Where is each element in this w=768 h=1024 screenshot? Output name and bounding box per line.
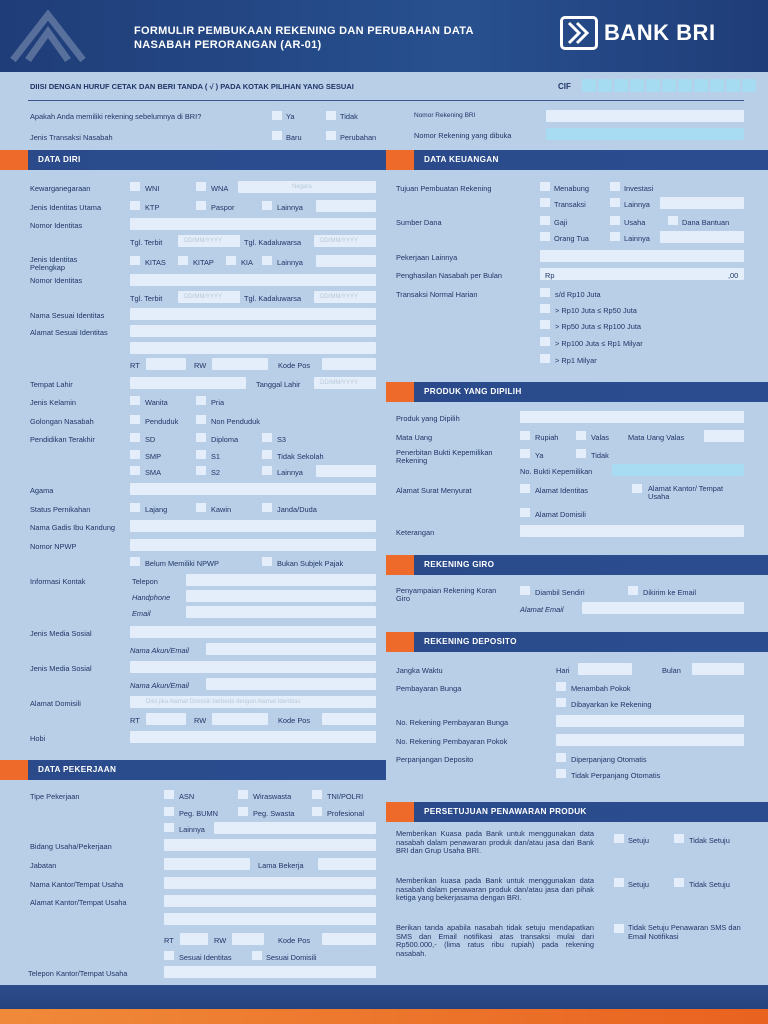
checkbox-al-kantor[interactable] xyxy=(632,484,642,493)
label-dikirim: Dikirim ke Email xyxy=(643,588,696,597)
perpanjangan-label: Perpanjangan Deposito xyxy=(396,755,474,764)
checkbox-bantuan[interactable] xyxy=(668,216,678,225)
nama-label: Nama Sesuai Identitas xyxy=(30,311,105,320)
label-wanita: Wanita xyxy=(145,398,168,407)
date-placeholder: DD/MM/YYYY xyxy=(184,238,223,244)
date-placeholder: DD/MM/YYYY xyxy=(320,294,359,300)
label-non-penduduk: Non Penduduk xyxy=(211,417,260,426)
tgl-kadaluarsa2-label: Tgl. Kadaluwarsa xyxy=(244,294,302,303)
checkbox-bukan-pajak[interactable] xyxy=(262,557,272,566)
label-s3: S3 xyxy=(277,435,287,444)
pekerjaan-lain-input[interactable] xyxy=(540,250,744,262)
label-s1: S1 xyxy=(211,452,221,461)
label-baru: Baru xyxy=(286,133,302,142)
domisili-placeholder: Diisi jika Alamat Domisili berbeda dengan Alamat Identitas xyxy=(146,699,301,705)
persetujuan-text-3: Berikan tanda apabila nasabah tidak setuju mendapatkan SMS dan Email notifikasi atas transaksi mulai dari Rp500.000,- (lima ratus ribu rupiah) pada rekening nasabah. xyxy=(396,923,594,958)
checkbox-ortu[interactable] xyxy=(540,232,550,241)
label-asn: ASN xyxy=(179,792,195,801)
label-t5: > Rp1 Milyar xyxy=(555,356,597,365)
checkbox-setuju-1[interactable] xyxy=(614,834,624,843)
sumber-label: Sumber Dana xyxy=(396,218,442,227)
keterangan-input[interactable] xyxy=(520,525,744,537)
label-tidak: Tidak xyxy=(591,451,609,460)
jenis-kelamin-label: Jenis Kelamin xyxy=(30,398,77,407)
checkbox-profesional[interactable] xyxy=(312,807,322,816)
kodepos3-input[interactable] xyxy=(322,933,376,945)
section-data-diri: DATA DIRI xyxy=(0,150,386,170)
lainnya-pend-input[interactable] xyxy=(316,465,376,477)
label-lainnya: Lainnya xyxy=(624,234,650,243)
checkbox-rupiah[interactable] xyxy=(520,431,530,440)
npwp-input[interactable] xyxy=(130,539,376,551)
label-bantuan: Dana Bantuan xyxy=(682,218,730,227)
gadis-input[interactable] xyxy=(130,520,376,532)
checkbox-sma[interactable] xyxy=(130,466,140,475)
date-placeholder: DD/MM/YYYY xyxy=(184,294,223,300)
rp-label: Rp xyxy=(545,271,555,280)
no-bukti-input[interactable] xyxy=(612,464,744,476)
kontak-label: Informasi Kontak xyxy=(30,577,86,586)
label-tidak-otomatis: Tidak Perpanjang Otomatis xyxy=(571,771,661,780)
checkbox-lainnya-kerja[interactable] xyxy=(164,823,174,832)
mu-valas-input[interactable] xyxy=(704,430,744,442)
label-kawin: Kawin xyxy=(211,505,232,514)
label-menambah: Menambah Pokok xyxy=(571,684,631,693)
label-bukan-pajak: Bukan Subjek Pajak xyxy=(277,559,344,568)
negara-placeholder: Negara xyxy=(292,184,312,190)
tanggal-lahir-label: Tanggal Lahir xyxy=(256,380,301,389)
bulan-label: Bulan xyxy=(662,666,681,675)
tempat-lahir-input[interactable] xyxy=(130,377,246,389)
checkbox-lainnya-tujuan[interactable] xyxy=(610,198,620,207)
label-swasta: Peg. Swasta xyxy=(253,809,295,818)
pekerjaan-lain-label: Pekerjaan Lainnya xyxy=(396,253,458,262)
bunga-label: Pembayaran Bunga xyxy=(396,684,462,693)
checkbox-usaha[interactable] xyxy=(610,216,620,225)
section-persetujuan: PERSETUJUAN PENAWARAN PRODUK xyxy=(386,802,768,822)
akun-input[interactable] xyxy=(206,643,376,655)
rw3-label: RW xyxy=(214,936,227,945)
lainnya-tujuan-input[interactable] xyxy=(660,197,744,209)
checkbox-asn[interactable] xyxy=(164,790,174,799)
hari-label: Hari xyxy=(556,666,570,675)
checkbox-lainnya-pelengkap[interactable] xyxy=(262,256,272,265)
checkbox-wni[interactable] xyxy=(130,182,140,191)
label-t4: > Rp100 Juta ≤ Rp1 Milyar xyxy=(555,339,643,348)
label-kitap: KITAP xyxy=(193,258,214,267)
label-transaksi: Transaksi xyxy=(554,200,586,209)
checkbox-t5[interactable] xyxy=(540,354,550,363)
agama-label: Agama xyxy=(30,486,54,495)
rw2-label: RW xyxy=(194,716,207,725)
checkbox-kitap[interactable] xyxy=(178,256,188,265)
rw-label: RW xyxy=(194,361,207,370)
checkbox-lainnya-pend[interactable] xyxy=(262,466,272,475)
checkbox-setuju-2[interactable] xyxy=(614,878,624,887)
checkbox-swasta[interactable] xyxy=(238,807,248,816)
label-lainnya: Lainnya xyxy=(277,468,303,477)
checkbox-kitas[interactable] xyxy=(130,256,140,265)
label-otomatis: Diperpanjang Otomatis xyxy=(571,755,647,764)
alamat-kantor-input-1[interactable] xyxy=(164,895,376,907)
checkbox-tni[interactable] xyxy=(312,790,322,799)
checkbox-bumn[interactable] xyxy=(164,807,174,816)
checkbox-menambah[interactable] xyxy=(556,682,566,691)
nomor-identitas2-input[interactable] xyxy=(130,274,376,286)
label-lajang: Lajang xyxy=(145,505,168,514)
checkbox-dibayarkan[interactable] xyxy=(556,698,566,707)
label-sesuai-identitas: Sesuai Identitas xyxy=(179,953,232,962)
label-tidak-setuju: Tidak Setuju xyxy=(689,880,730,889)
label-ya: Ya xyxy=(535,451,544,460)
label-wni: WNI xyxy=(145,184,160,193)
label-perubahan: Perubahan xyxy=(340,133,377,142)
label-lainnya: Lainnya xyxy=(624,200,650,209)
checkbox-lajang[interactable] xyxy=(130,503,140,512)
jenis-pelengkap-label: Jenis Identitas Pelengkap xyxy=(30,255,78,272)
pendidikan-label: Pendidikan Terakhir xyxy=(30,435,95,444)
checkbox-valas[interactable] xyxy=(576,431,586,440)
checkbox-baru[interactable] xyxy=(272,131,282,140)
checkbox-ktp[interactable] xyxy=(130,201,140,210)
rt2-input[interactable] xyxy=(146,713,186,725)
tgl-kadaluarsa-label: Tgl. Kadaluwarsa xyxy=(244,238,302,247)
label-valas: Valas xyxy=(591,433,609,442)
bri-logo-icon xyxy=(560,16,598,50)
label-sd: SD xyxy=(145,435,156,444)
norek-dibuka-label: Nomor Rekening yang dibuka xyxy=(414,131,512,140)
norek-label: Nomor Rekening BRI xyxy=(414,112,476,119)
checkbox-bukti-tidak[interactable] xyxy=(576,449,586,458)
form-header xyxy=(0,0,768,72)
label-rupiah: Rupiah xyxy=(535,433,559,442)
tgl-terbit2-label: Tgl. Terbit xyxy=(130,294,163,303)
label-sma: SMA xyxy=(145,468,162,477)
status-label: Status Pernikahan xyxy=(30,505,91,514)
label-usaha: Usaha xyxy=(624,218,646,227)
checkbox-t1[interactable] xyxy=(540,288,550,297)
nama-kantor-label: Nama Kantor/Tempat Usaha xyxy=(30,880,124,889)
label-wiraswasta: Wiraswasta xyxy=(253,792,292,801)
label-setuju: Setuju xyxy=(628,880,649,889)
label-tni: TNI/POLRI xyxy=(327,792,364,801)
checkbox-tidak-sekolah[interactable] xyxy=(262,450,272,459)
kodepos2-input[interactable] xyxy=(322,713,376,725)
checkbox-perubahan[interactable] xyxy=(326,131,336,140)
tipe-label: Tipe Pekerjaan xyxy=(30,792,80,801)
checkbox-smp[interactable] xyxy=(130,450,140,459)
email-input[interactable] xyxy=(186,606,376,618)
alamat-input-1[interactable] xyxy=(130,325,376,337)
persetujuan-text-2: Memberikan kuasa pada Bank untuk menggunakan data nasabah dalam penawaran produk dan/atau jasa dari pihak ketiga yang bekerjasama dengan BRI. xyxy=(396,876,594,903)
bri-logo: BANK BRI xyxy=(560,16,716,50)
nama-input[interactable] xyxy=(130,308,376,320)
label-ortu: Orang Tua xyxy=(554,234,589,243)
checkbox-transaksi[interactable] xyxy=(540,198,550,207)
penghasilan-label: Penghasilan Nasabah per Bulan xyxy=(396,271,503,280)
keterangan-label: Keterangan xyxy=(396,528,435,537)
domisili-label: Alamat Domisili xyxy=(30,699,81,708)
checkbox-sesuai-identitas[interactable] xyxy=(164,951,174,960)
label-kitas: KITAS xyxy=(145,258,166,267)
rt-label: RT xyxy=(130,361,140,370)
rt3-label: RT xyxy=(164,936,174,945)
label-tidak-setuju: Tidak Setuju xyxy=(689,836,730,845)
label-al-identitas: Alamat Identitas xyxy=(535,486,588,495)
kodepos3-label: Kode Pos xyxy=(278,936,311,945)
checkbox-tidak-notif[interactable] xyxy=(614,924,624,933)
checkbox-dikirim[interactable] xyxy=(628,586,638,595)
rt3-input[interactable] xyxy=(180,933,208,945)
checkbox-non-penduduk[interactable] xyxy=(196,415,206,424)
akun-label: Nama Akun/Email xyxy=(130,646,189,655)
lainnya-kerja-input[interactable] xyxy=(214,822,376,834)
label-tidak-notif: Tidak Setuju Penawaran SMS dan Email Notifikasi xyxy=(628,923,741,941)
checkbox-kia[interactable] xyxy=(226,256,236,265)
rt2-label: RT xyxy=(130,716,140,725)
jangka-label: Jangka Waktu xyxy=(396,666,443,675)
penghasilan-input[interactable] xyxy=(540,268,744,280)
form-title: FORMULIR PEMBUKAAN REKENING DAN PERUBAHAN DATA NASABAH PERORANGAN (AR-01) xyxy=(134,25,474,51)
label-belum-npwp: Belum Memiliki NPWP xyxy=(145,559,219,568)
email-label: Email xyxy=(132,609,151,618)
penyampaian-label: Penyampaian Rekening Koran Giro xyxy=(396,586,497,603)
akun2-input[interactable] xyxy=(206,678,376,690)
agama-input[interactable] xyxy=(130,483,376,495)
bri-watermark-icon xyxy=(8,10,88,68)
label-dibayarkan: Dibayarkan ke Rekening xyxy=(571,700,652,709)
lama-label: Lama Bekerja xyxy=(258,861,304,870)
checkbox-sesuai-domisili[interactable] xyxy=(252,951,262,960)
lainnya-sumber-input[interactable] xyxy=(660,231,744,243)
akun2-label: Nama Akun/Email xyxy=(130,681,189,690)
produk-dipilih-label: Produk yang Dipilih xyxy=(396,414,460,423)
tgl-terbit-label: Tgl. Terbit xyxy=(130,238,163,247)
label-setuju: Setuju xyxy=(628,836,649,845)
label-tidak: Tidak xyxy=(340,112,358,121)
checkbox-tidak[interactable] xyxy=(326,111,336,120)
norek-dibuka-input[interactable] xyxy=(546,128,744,140)
date-placeholder: DD/MM/YYYY xyxy=(320,380,359,386)
checkbox-al-identitas[interactable] xyxy=(520,484,530,493)
handphone-input[interactable] xyxy=(186,590,376,602)
footer-band xyxy=(0,985,768,1024)
alamat-surat-label: Alamat Surat Menyurat xyxy=(396,486,472,495)
checkbox-t2[interactable] xyxy=(540,304,550,313)
label-tidak-sekolah: Tidak Sekolah xyxy=(277,452,324,461)
no-pokok-label: No. Rekening Pembayaran Pokok xyxy=(396,737,508,746)
nomor-identitas2-label: Nomor Identitas xyxy=(30,276,83,285)
medsos-input[interactable] xyxy=(130,626,376,638)
label-paspor: Paspor xyxy=(211,203,235,212)
alamat-email-input[interactable] xyxy=(582,602,744,614)
checkbox-gaji[interactable] xyxy=(540,216,550,225)
checkbox-otomatis[interactable] xyxy=(556,753,566,762)
rt-input[interactable] xyxy=(146,358,186,370)
checkbox-ya[interactable] xyxy=(272,111,282,120)
bidang-label: Bidang Usaha/Pekerjaan xyxy=(30,842,112,851)
no-bukti-label: No. Bukti Kepemilikan xyxy=(520,467,593,476)
checkbox-s1[interactable] xyxy=(196,450,206,459)
persetujuan-text-1: Memberikan Kuasa pada Bank untuk menggunakan data nasabah dalam penawaran produk dan/atau jasa dari Bank BRI dan Grup Usaha BRI. xyxy=(396,829,594,856)
rw-input[interactable] xyxy=(212,358,268,370)
label-investasi: Investasi xyxy=(624,184,654,193)
kodepos2-label: Kode Pos xyxy=(278,716,311,725)
mata-uang-label: Mata Uang xyxy=(396,433,433,442)
checkbox-diambil[interactable] xyxy=(520,586,530,595)
label-t2: > Rp10 Juta ≤ Rp50 Juta xyxy=(555,306,637,315)
checkbox-menabung[interactable] xyxy=(540,182,550,191)
nama-kantor-input[interactable] xyxy=(164,877,376,889)
mu-valas-label: Mata Uang Valas xyxy=(628,433,685,442)
alamat-input-2[interactable] xyxy=(130,342,376,354)
checkbox-al-domisili[interactable] xyxy=(520,508,530,517)
checkbox-t4[interactable] xyxy=(540,337,550,346)
cif-boxes[interactable] xyxy=(582,79,756,92)
alamat-kantor-label: Alamat Kantor/Tempat Usaha xyxy=(30,898,127,907)
medsos2-input[interactable] xyxy=(130,661,376,673)
normal-label: Transaksi Normal Harian xyxy=(396,290,478,299)
section-deposito: REKENING DEPOSITO xyxy=(386,632,768,652)
label-al-kantor: Alamat Kantor/ Tempat Usaha xyxy=(648,484,724,501)
telepon-input[interactable] xyxy=(186,574,376,586)
label-t1: s/d Rp10 Juta xyxy=(555,290,601,299)
checkbox-bukti-ya[interactable] xyxy=(520,449,530,458)
checkbox-investasi[interactable] xyxy=(610,182,620,191)
telepon-label: Telepon xyxy=(132,577,158,586)
label-janda: Janda/Duda xyxy=(277,505,317,514)
no-bunga-label: No. Rekening Pembayaran Bunga xyxy=(396,718,509,727)
label-profesional: Profesional xyxy=(327,809,364,818)
jenis-transaksi-label: Jenis Transaksi Nasabah xyxy=(30,133,113,142)
q-rekening-label: Apakah Anda memiliki rekening sebelumnya di BRI? xyxy=(30,112,202,121)
label-lainnya: Lainnya xyxy=(179,825,205,834)
checkbox-tidak-setuju-1[interactable] xyxy=(674,834,684,843)
telepon-kantor-input[interactable] xyxy=(164,966,376,978)
instruction: DIISI DENGAN HURUF CETAK DAN BERI TANDA ( √ ) PADA KOTAK PILIHAN YANG SESUAI xyxy=(30,82,354,91)
checkbox-sd[interactable] xyxy=(130,433,140,442)
rw2-input[interactable] xyxy=(212,713,268,725)
alamat-email-label: Alamat Email xyxy=(520,605,564,614)
label-diploma: Diploma xyxy=(211,435,239,444)
label-lainnya: Lainnya xyxy=(277,203,303,212)
jabatan-input[interactable] xyxy=(164,858,250,870)
label-t3: > Rp50 Juta ≤ Rp100 Juta xyxy=(555,322,642,331)
jenis-identitas-label: Jenis Identitas Utama xyxy=(30,203,102,212)
label-ktp: KTP xyxy=(145,203,160,212)
no-pokok-input[interactable] xyxy=(556,734,744,746)
kewarganegaraan-label: Kewarganegaraan xyxy=(30,184,91,193)
cif-label: CIF xyxy=(558,82,571,91)
checkbox-paspor[interactable] xyxy=(196,201,206,210)
medsos2-label: Jenis Media Sosial xyxy=(30,664,92,673)
label-smp: SMP xyxy=(145,452,162,461)
label-wna: WNA xyxy=(211,184,229,193)
label-penduduk: Penduduk xyxy=(145,417,179,426)
nol-label: ,00 xyxy=(728,271,739,280)
checkbox-lainnya-id[interactable] xyxy=(262,201,272,210)
label-sesuai-domisili: Sesuai Domisili xyxy=(266,953,317,962)
checkbox-janda[interactable] xyxy=(262,503,272,512)
label-gaji: Gaji xyxy=(554,218,568,227)
section-keuangan: DATA KEUANGAN xyxy=(386,150,768,170)
hobi-label: Hobi xyxy=(30,734,46,743)
checkbox-diploma[interactable] xyxy=(196,433,206,442)
no-bunga-input[interactable] xyxy=(556,715,744,727)
hari-input[interactable] xyxy=(578,663,632,675)
tujuan-label: Tujuan Pembuatan Rekening xyxy=(396,184,492,193)
golongan-label: Golongan Nasabah xyxy=(30,417,94,426)
norek-input[interactable] xyxy=(546,110,744,122)
checkbox-t3[interactable] xyxy=(540,320,550,329)
lama-input[interactable] xyxy=(318,858,376,870)
checkbox-pria[interactable] xyxy=(196,396,206,405)
label-menabung: Menabung xyxy=(554,184,589,193)
checkbox-lainnya-sumber[interactable] xyxy=(610,232,620,241)
alamat-kantor-input-2[interactable] xyxy=(164,913,376,925)
checkbox-penduduk[interactable] xyxy=(130,415,140,424)
tempat-lahir-label: Tempat Lahir xyxy=(30,380,73,389)
nomor-identitas-input[interactable] xyxy=(130,218,376,230)
checkbox-wna[interactable] xyxy=(196,182,206,191)
kodepos-label: Kode Pos xyxy=(278,361,311,370)
npwp-label: Nomor NPWP xyxy=(30,542,77,551)
label-kia: KIA xyxy=(241,258,253,267)
lainnya-pelengkap-input[interactable] xyxy=(316,255,376,267)
medsos-label: Jenis Media Sosial xyxy=(30,629,92,638)
checkbox-wanita[interactable] xyxy=(130,396,140,405)
section-pekerjaan: DATA PEKERJAAN xyxy=(0,760,386,780)
section-giro: REKENING GIRO xyxy=(386,555,768,575)
date-placeholder: DD/MM/YYYY xyxy=(320,238,359,244)
checkbox-kawin[interactable] xyxy=(196,503,206,512)
bukti-label: Penerbitan Bukti Kepemilikan Rekening xyxy=(396,448,493,465)
produk-dipilih-input[interactable] xyxy=(520,411,744,423)
nomor-identitas-label: Nomor Identitas xyxy=(30,221,83,230)
jabatan-label: Jabatan xyxy=(30,861,57,870)
label-diambil: Diambil Sendiri xyxy=(535,588,585,597)
divider xyxy=(28,100,744,101)
label-pria: Pria xyxy=(211,398,225,407)
telepon-kantor-label: Telepon Kantor/Tempat Usaha xyxy=(28,969,128,978)
checkbox-tidak-otomatis[interactable] xyxy=(556,769,566,778)
label-lainnya: Lainnya xyxy=(277,258,303,267)
checkbox-s3[interactable] xyxy=(262,433,272,442)
checkbox-belum-npwp[interactable] xyxy=(130,557,140,566)
lainnya-id-input[interactable] xyxy=(316,200,376,212)
checkbox-wiraswasta[interactable] xyxy=(238,790,248,799)
kodepos-input[interactable] xyxy=(322,358,376,370)
label-al-domisili: Alamat Domisili xyxy=(535,510,586,519)
rw3-input[interactable] xyxy=(232,933,264,945)
checkbox-tidak-setuju-2[interactable] xyxy=(674,878,684,887)
bulan-input[interactable] xyxy=(692,663,744,675)
handphone-label: Handphone xyxy=(132,593,171,602)
hobi-input[interactable] xyxy=(130,731,376,743)
section-produk: PRODUK YANG DIPILIH xyxy=(386,382,768,402)
alamat-label: Alamat Sesuai Identitas xyxy=(30,328,108,337)
bidang-input[interactable] xyxy=(164,839,376,851)
checkbox-s2[interactable] xyxy=(196,466,206,475)
label-s2: S2 xyxy=(211,468,221,477)
label-ya: Ya xyxy=(286,112,295,121)
label-bumn: Peg. BUMN xyxy=(179,809,219,818)
gadis-label: Nama Gadis Ibu Kandung xyxy=(30,523,116,532)
